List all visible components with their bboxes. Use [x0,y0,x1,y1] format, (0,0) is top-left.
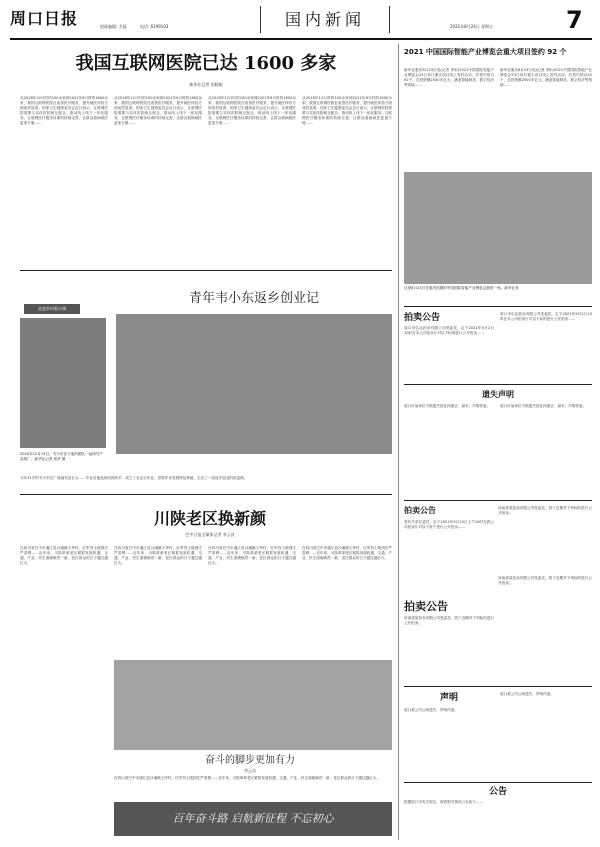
article-body-col4: 从2018年12月时的100余家到2021年6月时的1600余家，我国互联网医院在改善医疗服务、提升就医体验方面成效显著。国家卫生健康委员会近日表示，互联网医院需要与实体医院相互配合，推动线上线下一体化服务。互联网医疗服务体系的持续完善，让群众看病就医更加方便…… [302,96,392,125]
lost-body-a: 周口市某单位不慎遗失营业执照正、副本，声明作废。 [404,404,491,408]
auction-2-title: 拍卖公告 [404,506,436,515]
expo-headline: 2021 中国国际智能产业博览会重大项目签约 92 个 [404,48,567,56]
section-title [260,6,390,33]
expo-body-col2: 新华社重庆8月23日电(记者 李松)2021中国国际智能产业博览会23日举行重大项目线上签约活动，共签约项目92个，总投资额2500多亿元，涵盖智能制造、数字经济等领域…… [500,68,592,87]
auction-1-title: 拍卖公告 [404,313,441,323]
chuanshan-byline: 巴中日报全媒体记者 李云良 [185,532,235,537]
chuanshan-article [20,500,392,840]
masthead [10,6,592,36]
auction-2-body: 受有关单位委托，定于2021年9月10日上午10时在我公司拍卖厅对以下资产进行公开拍卖…… [404,520,494,529]
masthead-rule [10,38,592,40]
page-number: 7 [566,6,583,34]
lost-notice [404,388,592,498]
team-photo [116,314,392,454]
public-notice [404,786,592,842]
auction-1-body-b: 周口市弘达拍卖有限公司受委托，定于2021年9月2日10时在本公司拍卖厅对以下标的进行公开拍卖…… [500,312,592,321]
chuanshan-body-col4: 在四川省巴中市通江县沙溪镇王坪村，红军烈士陵园庄严肃穆……近年来，川陕革命老区紧抓发展机遇，交通、产业、民生面貌焕然一新，老区群众的日子越过越红火。 [302,546,392,560]
article-body-col2: 从2018年12月时的100余家到2021年6月时的1600余家，我国互联网医院在改善医疗服务、提升就医体验方面成效显著。国家卫生健康委员会近日表示，互联网医院需要与实体医院相互配合，推动线上线下一体化服务。互联网医疗服务体系的持续完善，让群众看病就医更加方便…… [114,96,202,125]
divider [20,494,392,495]
masthead-editor: 值班编辑: 尤磊 [100,24,127,29]
expo-article [404,44,592,304]
divider [20,270,392,271]
slogan-text: 百年奋斗路 启航新征程 不忘初心 [172,812,334,825]
lost-title: 遗失声明 [482,390,514,399]
village-photo [114,660,392,750]
feature-title: 青年韦小东返乡创业记 [188,291,319,306]
divider [404,306,592,307]
auction-3-body: 河南省某拍卖有限公司受委托，将于近期对下列标的进行公开拍卖。 [498,576,592,585]
notice-title: 公告 [488,787,507,797]
portrait-caption: 2020年12月15日，韦小东在与他的团队一起研究产品推广。新华社记者 周华 摄 [20,452,103,461]
article-headline: 我国互联网医院已达 1600 多家 [75,53,337,74]
divider [404,686,592,687]
chuanshan-body-col1: 在四川省巴中市通江县沙溪镇王坪村，红军烈士陵园庄严肃穆……近年来，川陕革命老区紧抓发展机遇，交通、产业、民生面貌焕然一新，老区群众的日子越过越红火。 [20,546,108,565]
masthead-date: 2021年8月24日 星期五 [450,24,494,29]
auction-3-title: 拍卖公告 [404,600,448,613]
notice-body: 根据周口市有关规定，现将相关事项公告如下…… [404,800,484,804]
statement-body-a: 周口某公司公章遗失，声明作废。 [404,708,458,712]
photo-byline: 李云良 [244,768,256,773]
article-byline: 新华社记者 田晓航 [189,82,223,87]
masthead-phone: 电话: 6199103 [140,24,169,29]
feature-tag: 走进乡村看小康 [24,304,80,314]
auction-notice-2 [404,504,494,598]
chuanshan-body-col2: 在四川省巴中市通江县沙溪镇王坪村，红军烈士陵园庄严肃穆……近年来，川陕革命老区紧抓发展机遇，交通、产业、民生面貌焕然一新，老区群众的日子越过越红火。 [114,546,202,565]
photo-title: 奋斗的脚步更加有力 [205,755,295,766]
divider [404,500,592,501]
divider [404,384,592,385]
auction-3-body-top: 河南省某拍卖有限公司受委托，将于近期对下列标的进行公开拍卖。 [498,506,592,515]
chuanshan-body-lower: 在四川省巴中市通江县沙溪镇王坪村，红军烈士陵园庄严肃穆……近年来，川陕革命老区紧抓发展机遇，交通、产业、民生面貌焕然一新，老区群众的日子越过越红火。 [114,776,380,780]
chuanshan-body-col3: 在四川省巴中市通江县沙溪镇王坪村，红军烈士陵园庄严肃穆……近年来，川陕革命老区紧抓发展机遇，交通、产业、民生面貌焕然一新，老区群众的日子越过越红火。 [208,546,296,565]
expo-body-col1: 新华社重庆8月23日电(记者 李松)2021中国国际智能产业博览会23日举行重大项目线上签约活动，共签约项目92个，总投资额2500多亿元，涵盖智能制造、数字经济等领域…… [404,68,494,87]
expo-caption: 这是8月23日在重庆拍摄的中国国际智能产业博览会展馆一角。新华社发 [404,286,519,290]
article-body-col3: 从2018年12月时的100余家到2021年6月时的1600余家，我国互联网医院在改善医疗服务、提升就医体验方面成效显著。国家卫生健康委员会近日表示，互联网医院需要与实体医院相互配合，推动线上线下一体化服务。互联网医疗服务体系的持续完善，让群众看病就医更加方便…… [208,96,296,125]
section-title-text: 国内新闻 [284,10,365,29]
column-divider [398,44,399,840]
auction-notice-1 [404,310,592,382]
statement-notice [404,690,592,780]
feature-body: 今年31岁的韦小东在广西融安县长大……毕业后他选择回到家乡，成立了农业合作社，带领乡亲发展特色种植，走出了一条返乡创业的致富路。 [20,476,248,480]
expo-photo [404,172,592,284]
article-body-col1: 从2018年12月时的100余家到2021年6月时的1600余家，我国互联网医院在改善医疗服务、提升就医体验方面成效显著。国家卫生健康委员会近日表示，互联网医院需要与实体医院相互配合，推动线上线下一体化服务。互联网医疗服务体系的持续完善，让群众看病就医更加方便…… [20,96,108,125]
divider [404,782,592,783]
slogan-banner [114,802,392,836]
statement-title: 声明 [439,693,458,703]
internet-hospital-article [20,44,392,276]
statement-body-b: 周口某公司公章遗失，声明作废。 [500,692,554,696]
auction-1-body-a: 周口市弘达拍卖有限公司受委托，定于2021年9月2日10时在本公司拍卖厅对以下标的进行公开拍卖…… [404,326,494,335]
auction-3-body-left: 河南省某拍卖有限公司受委托，将于近期对下列标的进行公开拍卖。 [404,616,494,625]
chuanshan-headline: 川陕老区换新颜 [153,509,266,528]
youth-feature [20,274,392,492]
lost-body-b: 周口市某单位不慎遗失营业执照正、副本，声明作废。 [500,404,587,408]
masthead-logo: 周口日报 [10,9,79,28]
portrait-photo [20,318,106,448]
